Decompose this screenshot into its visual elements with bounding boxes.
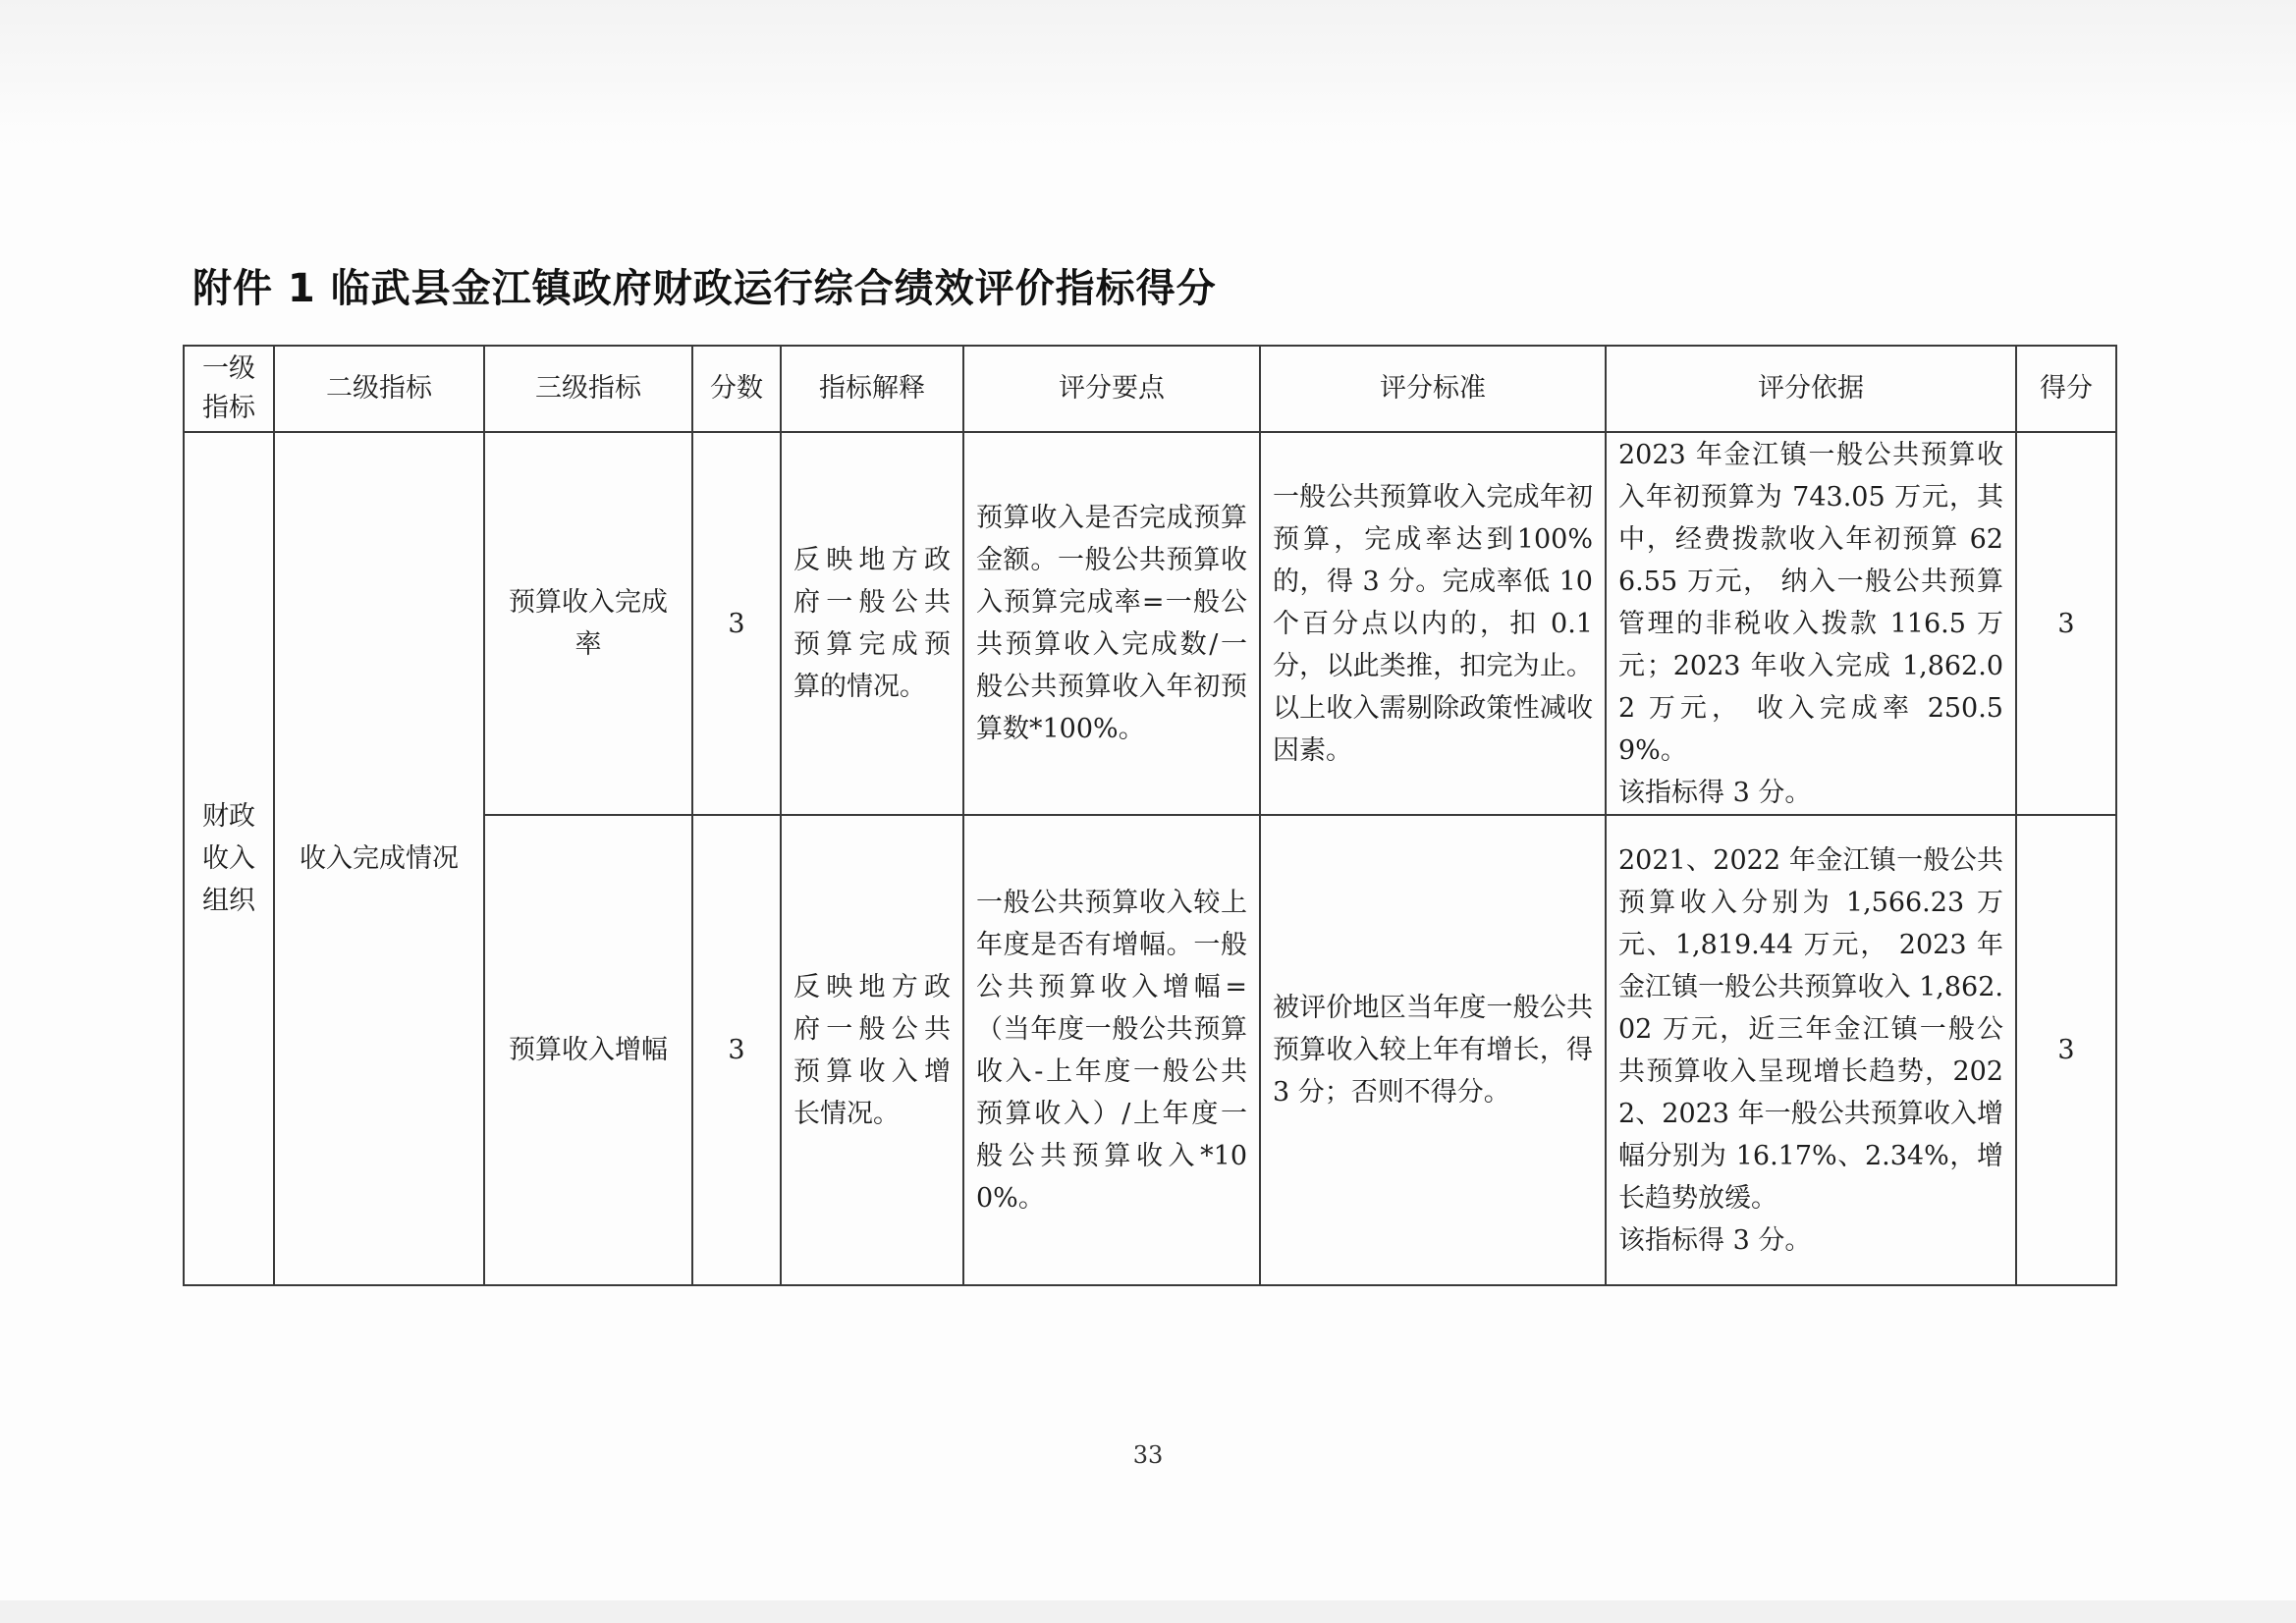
key-points-cell: 预算收入是否完成预算金额。一般公共预算收入预算完成率=一般公共预算收入完成数/一般公共预算收入年初预算数*100%。 — [963, 432, 1260, 815]
basis-cell — [1606, 432, 2016, 815]
page-number: 33 — [1132, 1441, 1164, 1469]
basis-text: 2021、2022 年金江镇一般公共预算收入分别为 1,566.23 万元、1,819.44 万元， 2023 年金江镇一般公共预算收入 1,862.02 万元，近三年金江镇一般公共预算收入呈现增长趋势，2022、2023 年一般公共预算收入增幅分别为 16.17%、2.34%，增长趋势放缓。 — [1618, 844, 2003, 1214]
level3-cell: 预算收入完成率 — [484, 432, 692, 815]
page-title: 附件 1 临武县金江镇政府财政运行综合绩效评价指标得分 — [192, 266, 1217, 311]
score-cell: 3 — [692, 432, 781, 815]
standard-cell: 被评价地区当年度一般公共预算收入较上年有增长，得 3 分；否则不得分。 — [1260, 815, 1606, 1285]
header-key-points: 评分要点 — [963, 346, 1260, 432]
basis-cell — [1606, 815, 2016, 1285]
standard-cell: 一般公共预算收入完成年初预算，完成率达到100%的，得 3 分。完成率低 10 个百分点以内的，扣 0.1 分，以此类推，扣完为止。以上收入需剔除政策性减收因素。 — [1260, 432, 1606, 815]
result-cell: 3 — [2016, 815, 2116, 1285]
header-result: 得分 — [2016, 346, 2116, 432]
table-header-row — [184, 346, 2116, 432]
key-points-cell: 一般公共预算收入较上年度是否有增幅。一般公共预算收入增幅=（当年度一般公共预算收入-上年度一般公共预算收入）/上年度一般公共预算收入*100%。 — [963, 815, 1260, 1285]
header-score: 分数 — [692, 346, 781, 432]
header-level3: 三级指标 — [484, 346, 692, 432]
header-standard: 评分标准 — [1260, 346, 1606, 432]
result-cell: 3 — [2016, 432, 2116, 815]
basis-note: 该指标得 3 分。 — [1618, 1224, 1812, 1256]
header-level1: 一级指标 — [184, 346, 274, 432]
explanation-cell: 反映地方政府一般公共预算完成预算的情况。 — [781, 432, 963, 815]
level3-cell: 预算收入增幅 — [484, 815, 692, 1285]
level2-cell: 收入完成情况 — [274, 432, 484, 1285]
explanation-cell: 反映地方政府一般公共预算收入增长情况。 — [781, 815, 963, 1285]
level1-cell: 财政收入组织 — [184, 432, 274, 1285]
basis-text: 2023 年金江镇一般公共预算收入年初预算为 743.05 万元，其中，经费拨款收入年初预算 626.55 万元， 纳入一般公共预算管理的非税收入拨款 116.5 万元；2023 年收入完成 1,862.02 万元， 收入完成率 250.59%。 — [1618, 439, 2003, 766]
header-level2: 二级指标 — [274, 346, 484, 432]
header-basis: 评分依据 — [1606, 346, 2016, 432]
header-explanation: 指标解释 — [781, 346, 963, 432]
basis-note: 该指标得 3 分。 — [1618, 777, 1812, 808]
scan-shadow-bottom — [0, 1600, 2296, 1623]
table-row — [184, 432, 2116, 815]
evaluation-table — [183, 345, 2117, 1286]
score-cell: 3 — [692, 815, 781, 1285]
scan-shadow-top — [0, 0, 2296, 147]
